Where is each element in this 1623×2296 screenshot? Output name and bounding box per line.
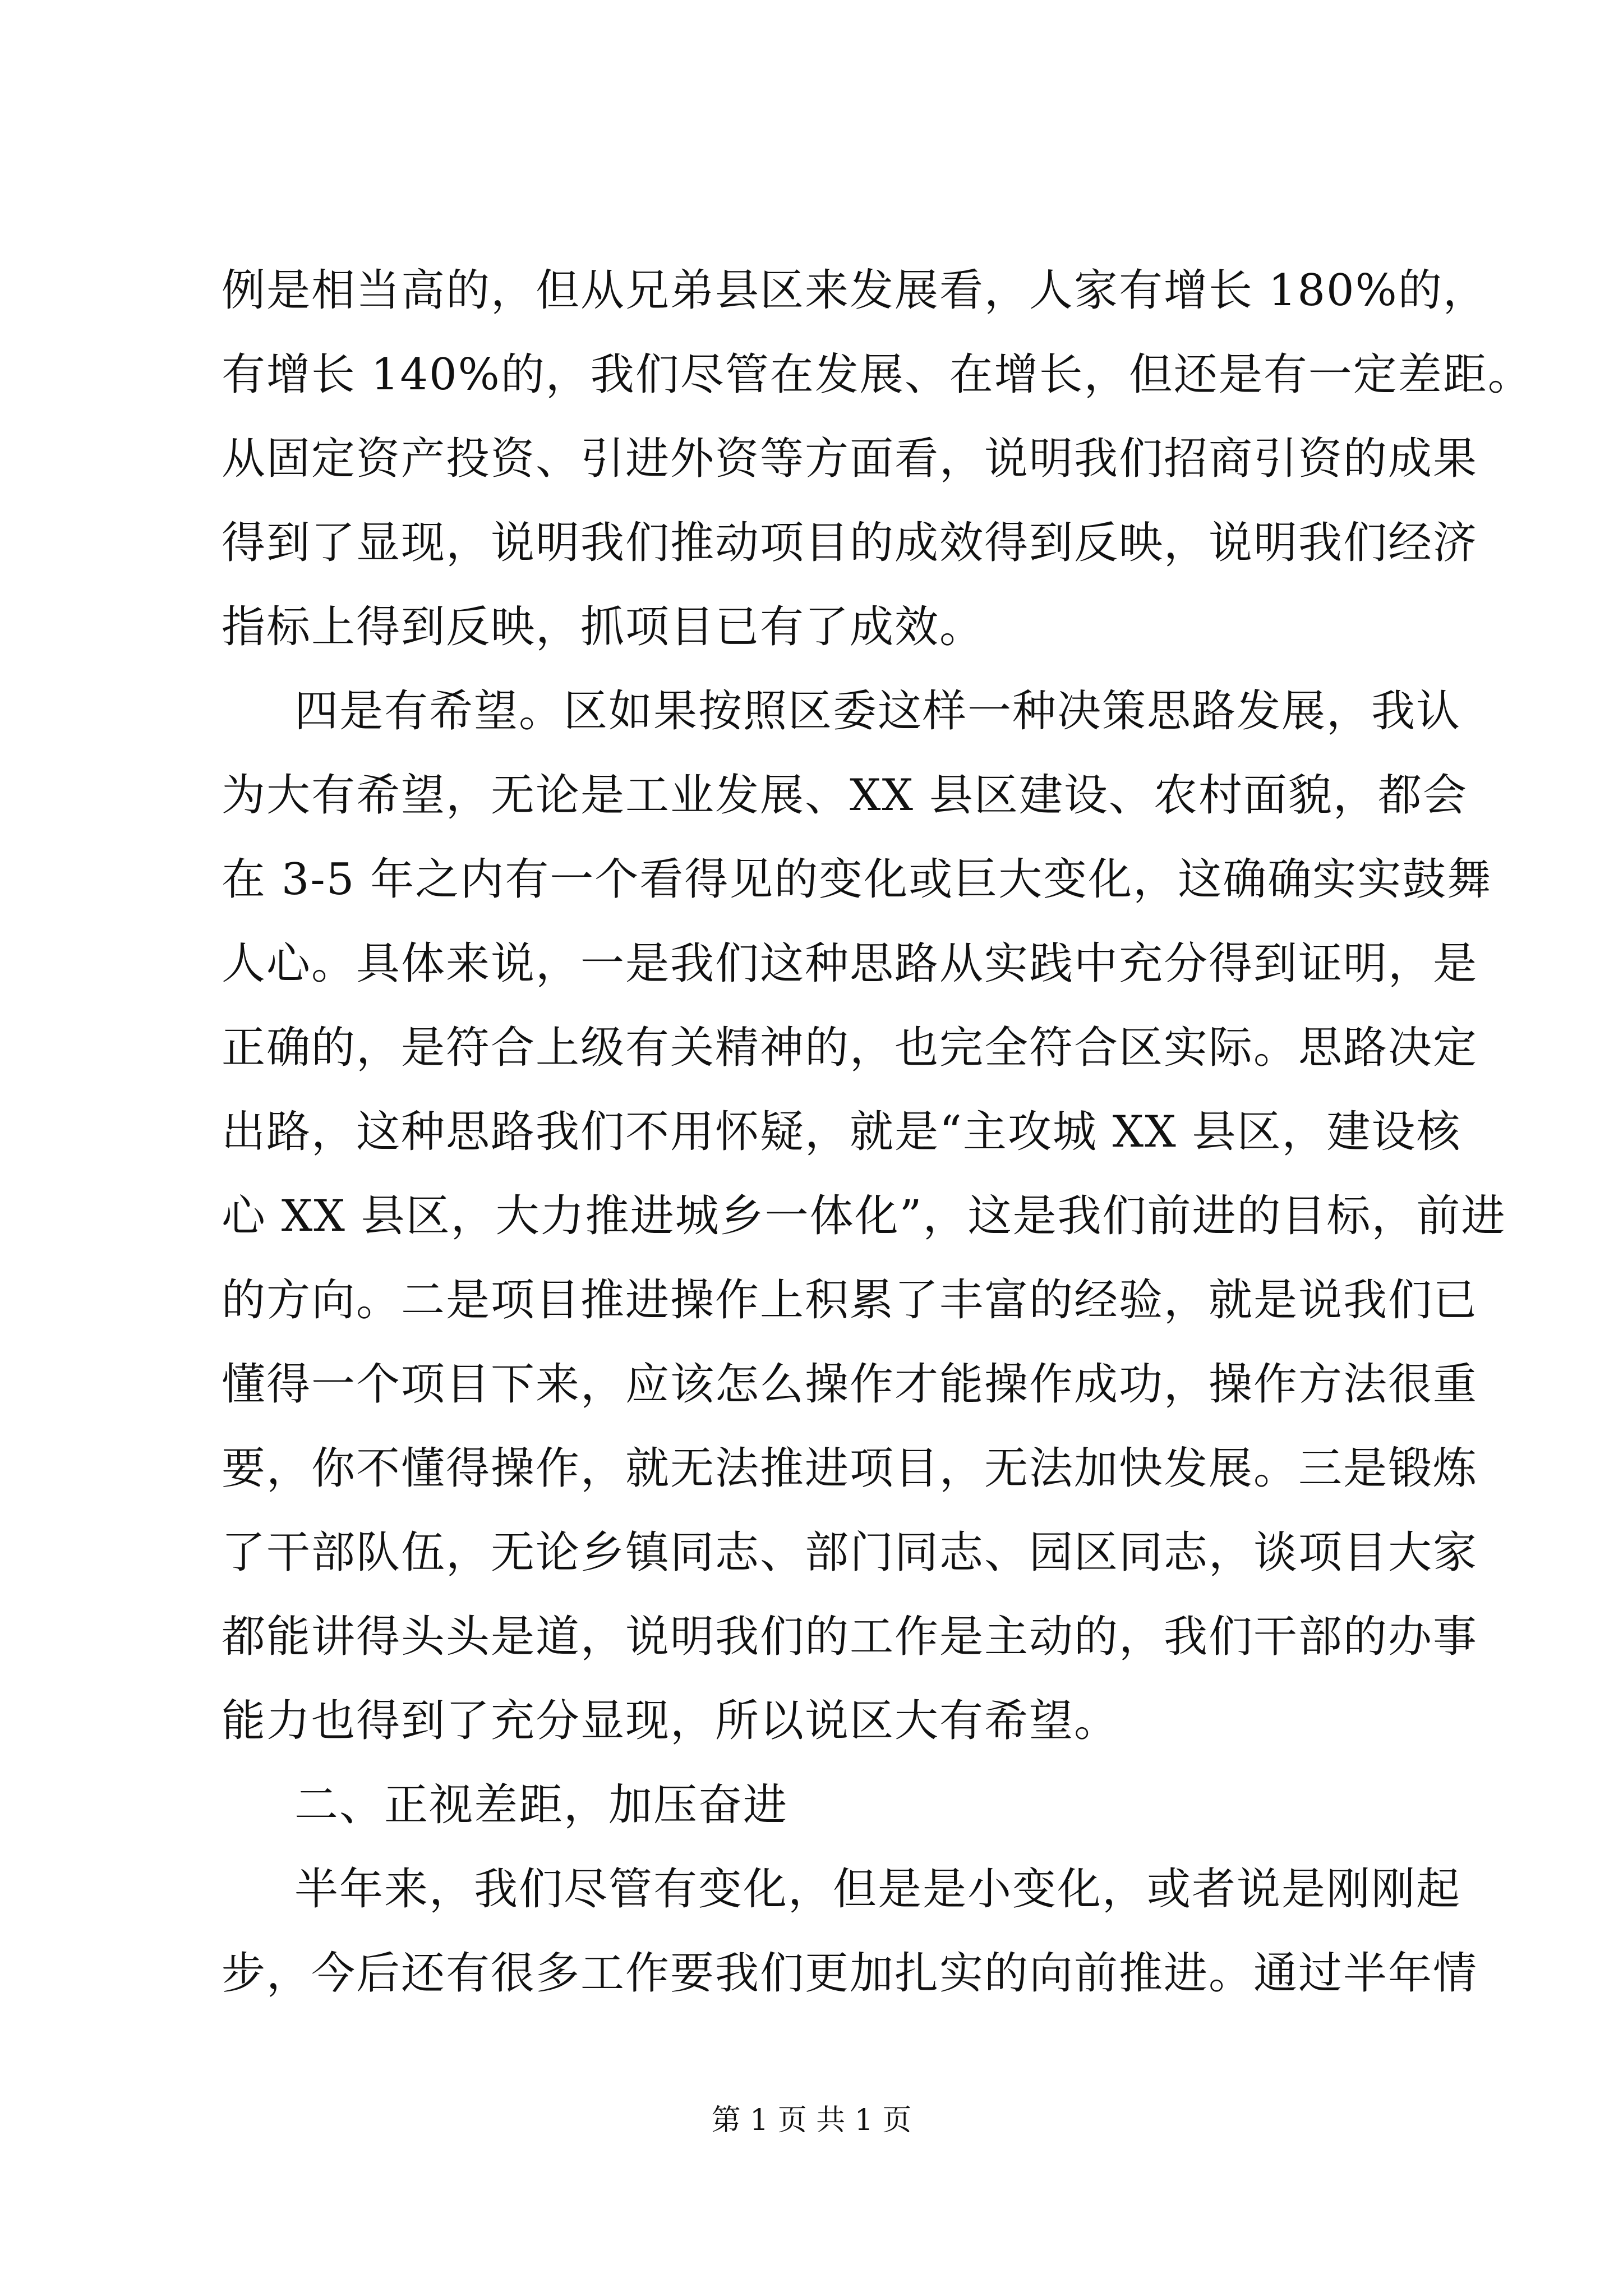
text-line: 有增长 140%的，我们尽管在发展、在增长，但还是有一定差距。 xyxy=(222,349,1533,400)
text-line: 能力也得到了充分显现，所以说区大有希望。 xyxy=(222,1696,1119,1746)
text-line: 得到了显现，说明我们推动项目的成效得到反映，说明我们经济 xyxy=(222,518,1478,568)
text-line: 指标上得到反映，抓项目已有了成效。 xyxy=(222,602,985,652)
text-line: 懂得一个项目下来，应该怎么操作才能操作成功，操作方法很重 xyxy=(222,1359,1478,1410)
text-line: 要，你不懂得操作，就无法推进项目，无法加快发展。三是锻炼 xyxy=(222,1443,1478,1494)
section-heading: 二、正视差距，加压奋进 xyxy=(294,1780,789,1830)
text-line: 出路，这种思路我们不用怀疑，就是“主攻城 XX 县区，建设核 xyxy=(222,1107,1461,1157)
text-line: 例是相当高的，但从兄弟县区来发展看，人家有增长 180%的， xyxy=(222,265,1488,316)
text-line: 了干部队伍，无论乡镇同志、部门同志、园区同志，谈项目大家 xyxy=(222,1527,1478,1578)
paragraph-first-line: 半年来，我们尽管有变化，但是是小变化，或者说是刚刚起 xyxy=(294,1864,1461,1915)
page-footer: 第 1 页 共 1 页 xyxy=(711,2104,912,2137)
text-line: 人心。具体来说，一是我们这种思路从实践中充分得到证明，是 xyxy=(222,938,1478,989)
text-line: 步，今后还有很多工作要我们更加扎实的向前推进。通过半年情 xyxy=(222,1948,1478,1999)
text-line: 都能讲得头头是道，说明我们的工作是主动的，我们干部的办事 xyxy=(222,1612,1478,1662)
text-line: 在 3-5 年之内有一个看得见的变化或巨大变化，这确确实实鼓舞 xyxy=(222,854,1492,905)
text-line: 为大有希望，无论是工业发展、XX 县区建设、农村面貌，都会 xyxy=(222,770,1468,821)
text-line: 心 XX 县区，大力推进城乡一体化”，这是我们前进的目标，前进 xyxy=(222,1191,1506,1241)
text-line: 从固定资产投资、引进外资等方面看，说明我们招商引资的成果 xyxy=(222,434,1478,484)
paragraph-first-line: 四是有希望。区如果按照区委这样一种决策思路发展，我认 xyxy=(294,686,1461,737)
text-line: 正确的，是符合上级有关精神的，也完全符合区实际。思路决定 xyxy=(222,1023,1478,1073)
text-line: 的方向。二是项目推进操作上积累了丰富的经验，就是说我们已 xyxy=(222,1275,1478,1326)
